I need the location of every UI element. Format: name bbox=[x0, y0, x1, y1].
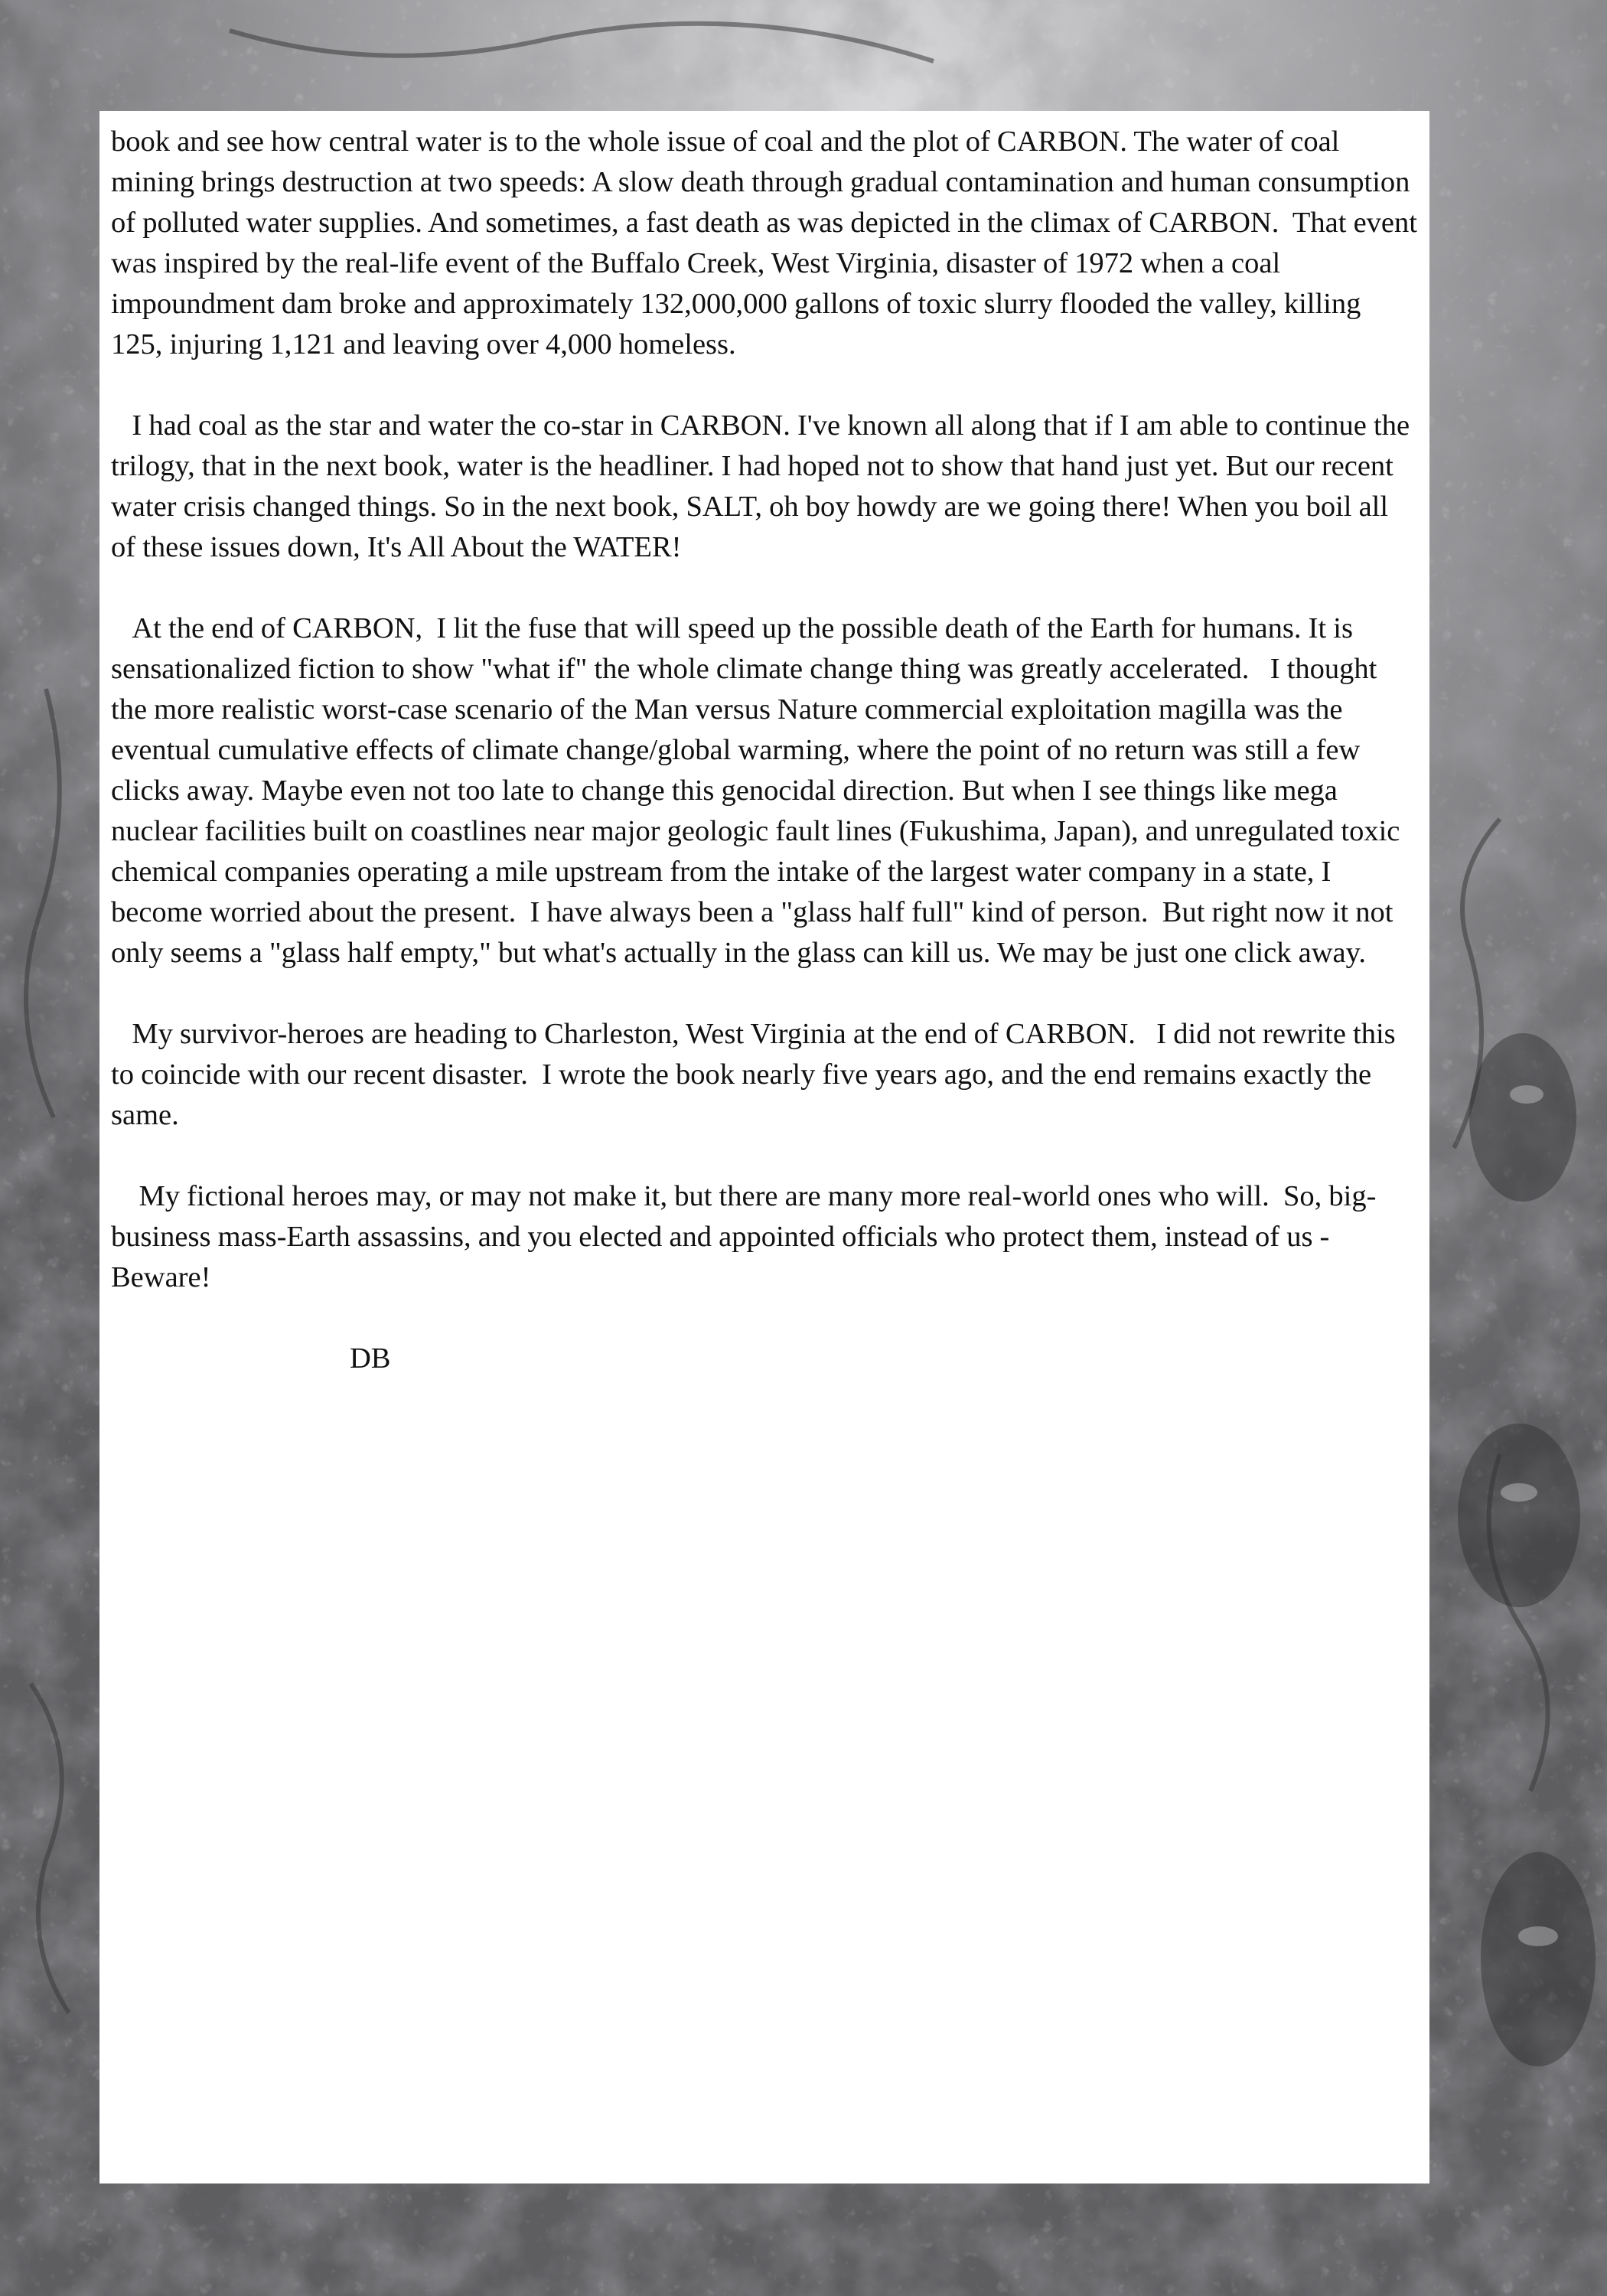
paragraph-2: I had coal as the star and water the co-star in CARBON. I've known all along that if I am able to continue the trilogy, that in the next book, water is the headliner. I had hoped not to show that hand just yet. But our recent water crisis changed things. So in the next book, SALT, oh boy howdy are we going there! When you boil all of these issues down, It's All About the WATER! bbox=[111, 409, 1417, 563]
text-panel bbox=[99, 111, 1429, 2183]
paragraph-5: My fictional heroes may, or may not make it, but there are many more real-world ones who will. So, big-business mass-Earth assassins, and you elected and appointed officials who protect them, instead of us - Beware! bbox=[111, 1180, 1377, 1293]
paragraph-3: At the end of CARBON, I lit the fuse that will speed up the possible death of the Earth for humans. It is sensationalized fiction to show "what if" the whole climate change thing was greatly accelerated. I thought the more realistic worst-case scenario of the Man versus Nature commercial exploitation magilla was the eventual cumulative effects of climate change/global warming, where the point of no return was still a few clicks away. Maybe even not too late to change this genocidal direction. But when I see things like mega nuclear facilities built on coastlines near major geologic fault lines (Fukushima, Japan), and unregulated toxic chemical companies operating a mile upstream from the intake of the largest water company in a state, I become worried about the present. I have always been a "glass half full" kind of person. But right now it not only seems a "glass half empty," but what's actually in the glass can kill us. We may be just one click away. bbox=[111, 612, 1407, 969]
signature: DB bbox=[350, 1342, 391, 1375]
paragraph-4: My survivor-heroes are heading to Charleston, West Virginia at the end of CARBON. I did not rewrite this to coincide with our recent disaster. I wrote the book nearly five years ago, and the end remains exactly the same. bbox=[111, 1018, 1403, 1131]
paragraph-1: book and see how central water is to the whole issue of coal and the plot of CARBON. The water of coal mining brings destruction at two speeds: A slow death through gradual contamination and human consumption of polluted water supplies. And sometimes, a fast death as was depicted in the climax of CARBON. That event was inspired by the real-life event of the Buffalo Creek, West Virginia, disaster of 1972 when a coal impoundment dam broke and approximately 132,000,000 gallons of toxic slurry flooded the valley, killing 125, injuring 1,121 and leaving over 4,000 homeless. bbox=[111, 126, 1425, 360]
